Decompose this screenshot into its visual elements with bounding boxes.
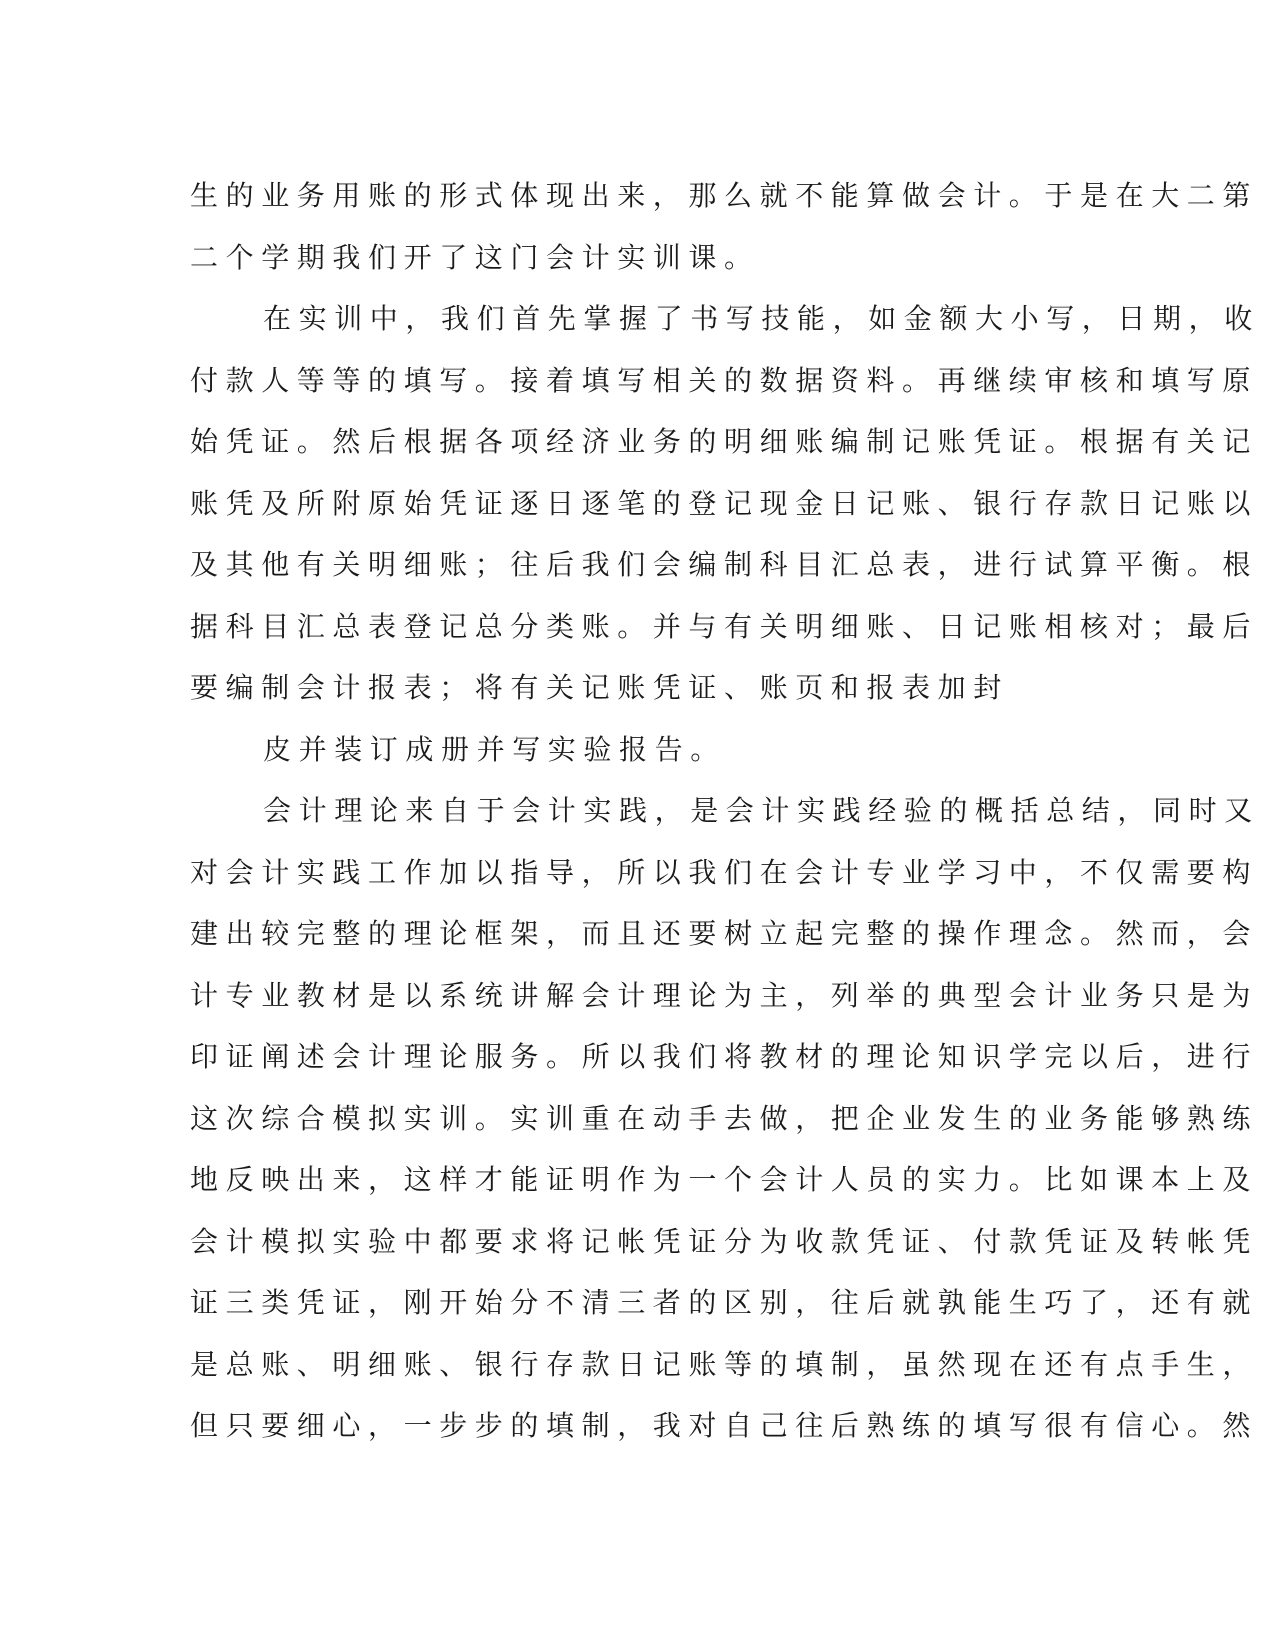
text-line: 据科目汇总表登记总分类账。并与有关明细账、日记账相核对；最后 xyxy=(190,609,1259,643)
text-line: 账凭及所附原始凭证逐日逐笔的登记现金日记账、银行存款日记账以 xyxy=(190,486,1259,520)
text-line: 印证阐述会计理论服务。所以我们将教材的理论知识学完以后，进行 xyxy=(190,1040,1259,1073)
body-text xyxy=(190,165,1260,1457)
text-line: 二个学期我们开了这门会计实训课。 xyxy=(190,240,760,274)
text-line: 计专业教材是以系统讲解会计理论为主，列举的典型会计业务只是为 xyxy=(190,978,1259,1012)
text-line: 地反映出来，这样才能证明作为一个会计人员的实力。比如课本上及 xyxy=(190,1163,1259,1196)
text-line: 及其他有关明细账；往后我们会编制科目汇总表，进行试算平衡。根 xyxy=(190,548,1259,581)
text-line: 生的业务用账的形式体现出来，那么就不能算做会计。于是在大二第 xyxy=(190,179,1259,212)
text-line: 这次综合模拟实训。实训重在动手去做，把企业发生的业务能够熟练 xyxy=(190,1101,1259,1135)
text-line: 要编制会计报表；将有关记账凭证、账页和报表加封 xyxy=(190,671,1009,704)
paragraph-start-line: 在实训中，我们首先掌握了书写技能，如金额大小写，日期，收 xyxy=(263,302,1260,335)
paragraph-start-line: 会计理论来自于会计实践，是会计实践经验的概括总结，同时又 xyxy=(263,794,1260,827)
text-line: 是总账、明细账、银行存款日记账等的填制，虽然现在还有点手生， xyxy=(190,1347,1259,1381)
text-line: 付款人等等的填写。接着填写相关的数据资料。再继续审核和填写原 xyxy=(190,363,1259,397)
text-line: 建出较完整的理论框架，而且还要树立起完整的操作理念。然而，会 xyxy=(190,917,1259,950)
text-line: 证三类凭证，刚开始分不清三者的区别，往后就孰能生巧了，还有就 xyxy=(190,1286,1259,1319)
text-line: 对会计实践工作加以指导，所以我们在会计专业学习中，不仅需要构 xyxy=(190,855,1259,889)
text-line: 会计模拟实验中都要求将记帐凭证分为收款凭证、付款凭证及转帐凭 xyxy=(190,1224,1259,1258)
paragraph-start-line: 皮并装订成册并写实验报告。 xyxy=(263,732,726,766)
text-line: 始凭证。然后根据各项经济业务的明细账编制记账凭证。根据有关记 xyxy=(190,425,1259,458)
text-line: 但只要细心，一步步的填制，我对自己往后熟练的填写很有信心。然 xyxy=(190,1409,1259,1442)
